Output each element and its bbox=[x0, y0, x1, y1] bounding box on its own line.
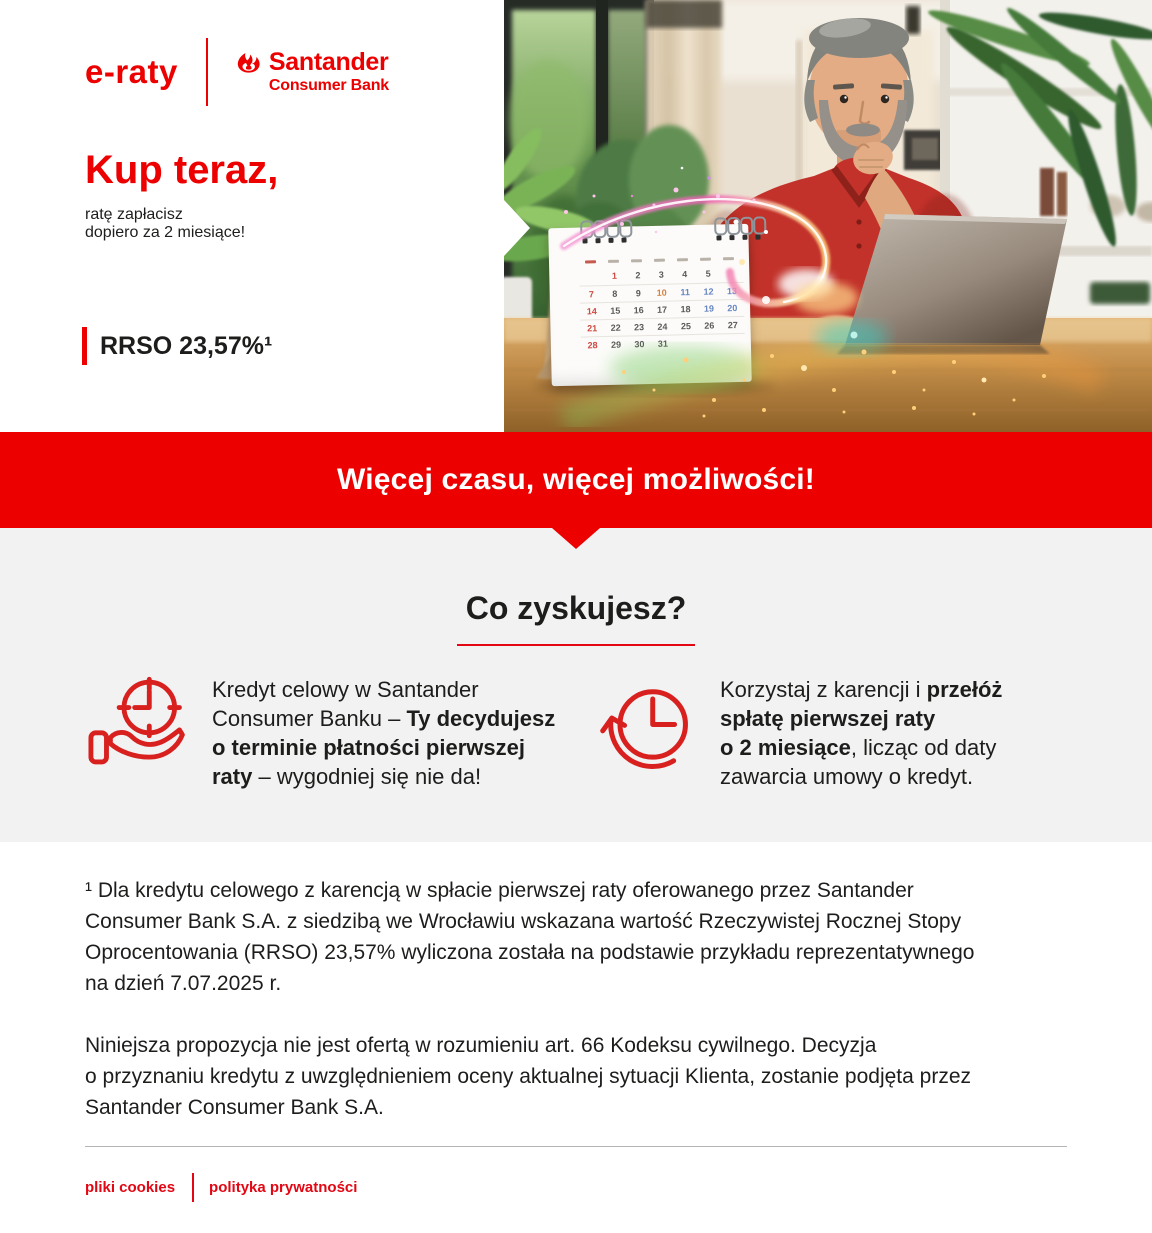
benefit-credit bbox=[88, 675, 560, 791]
benefit-grace-text: Korzystaj z karencji i przełóż spłatę pierwszej raty o 2 miesiące, licząc od daty zawarcia umowy o kredyt. bbox=[720, 677, 1003, 789]
promo-banner bbox=[0, 432, 1152, 528]
hero-headline bbox=[85, 148, 278, 242]
banner-arrow bbox=[552, 528, 600, 549]
hand-clock-icon bbox=[88, 675, 195, 782]
privacy-policy-link[interactable]: polityka prywatności bbox=[209, 1179, 358, 1196]
legal-footnote-1: ¹ Dla kredytu celowego z karencją w spłacie pierwszej raty oferowanego przez Santander Consumer Bank S.A. z siedzibą we Wrocławiu wskazana wartość Rzeczywistej Rocznej Stopy Oprocentowania (RRSO) 23,57% wyliczona została na podstawie przykładu reprezentatywnego na dzień 7.07.2025 r. bbox=[85, 879, 975, 995]
rrso-badge: RRSO 23,57%¹ bbox=[82, 327, 272, 365]
santander-flame-icon bbox=[235, 53, 263, 77]
headline-lines: ratę zapłacisz dopiero za 2 miesiące! bbox=[85, 206, 246, 241]
santander-logo[interactable] bbox=[235, 50, 389, 94]
benefits-title: Co zyskujesz? bbox=[465, 590, 687, 626]
santander-logo-text bbox=[269, 50, 389, 94]
hero-section bbox=[0, 0, 1152, 432]
eraty-logo[interactable]: e-raty bbox=[85, 53, 178, 90]
footer-link-divider bbox=[192, 1173, 194, 1202]
benefit-grace-period bbox=[600, 675, 1032, 791]
footer bbox=[85, 1146, 1067, 1232]
promo-banner-text: Więcej czasu, więcej możliwości! bbox=[337, 463, 815, 496]
calendar-grid: 1 2 3 4 5 7 8 9 10 11 12 13 14 15 16 17 18 19 20 21 22 23 24 25 26 27 28 29 30 31 bbox=[579, 265, 745, 354]
photo-notch bbox=[504, 200, 530, 256]
benefit-row bbox=[0, 646, 1152, 791]
benefits-section bbox=[0, 528, 1152, 842]
clock-history-icon bbox=[600, 675, 700, 788]
legal-footnote-2: Niniejsza propozycja nie jest ofertą w rozumieniu art. 66 Kodeksu cywilnego. Decyzja o przyznaniu kredytu z uwzględnieniem oceny aktualnej sytuacji Klienta, zostanie podjęta przez Santander Consumer Bank S.A. bbox=[85, 1034, 971, 1119]
hero-photo bbox=[504, 0, 1152, 432]
headline-accent: Kup teraz, bbox=[85, 148, 279, 192]
benefit-credit-text: Kredyt celowy w Santander Consumer Banku – Ty decydujesz o terminie płatności pierwszej raty – wygodniej się nie da! bbox=[212, 677, 556, 789]
logo-divider bbox=[206, 38, 208, 106]
santander-name: Santander bbox=[268, 48, 389, 76]
light-effects bbox=[504, 0, 1152, 432]
legal-section bbox=[0, 842, 1152, 1123]
cookies-link[interactable]: pliki cookies bbox=[85, 1179, 176, 1196]
santander-subname: Consumer Bank bbox=[268, 77, 389, 94]
logo-row bbox=[85, 38, 389, 106]
